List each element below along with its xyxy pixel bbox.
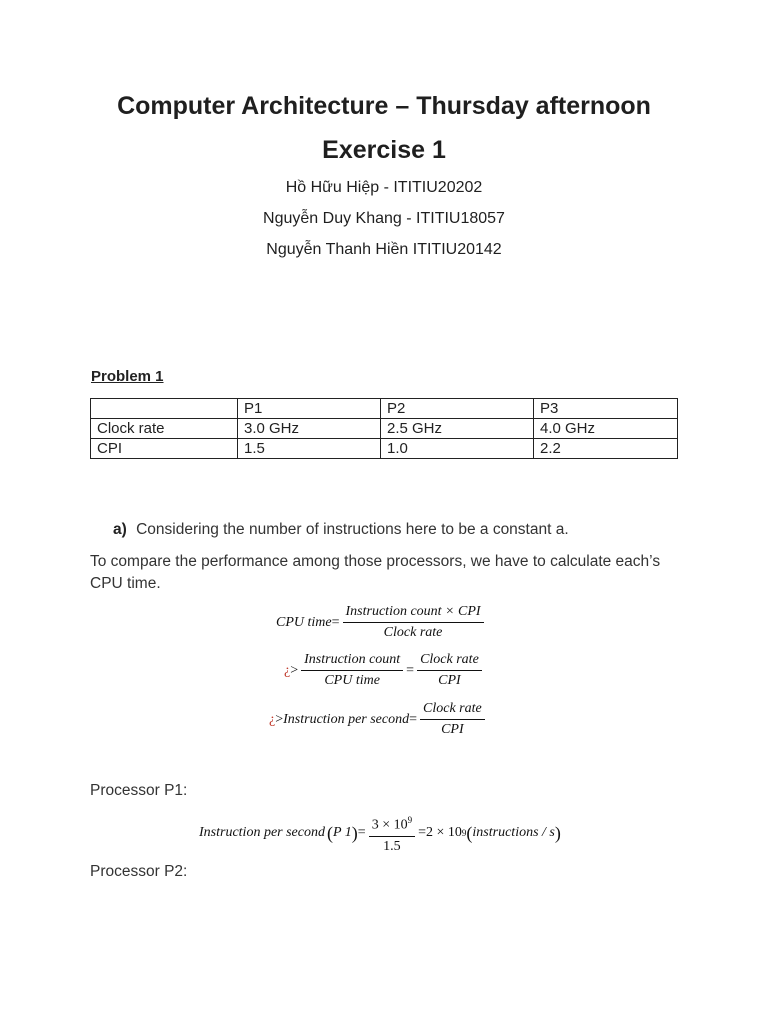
fraction [343,604,484,641]
inverted-question-glyph: ¿ [284,662,291,678]
part-a [113,519,569,541]
table-cell: P3 [534,399,678,419]
formula-1-lhs: CPU time [276,614,332,630]
formula-3-numerator: Clock rate [420,701,485,720]
part-a-label: a) [113,521,127,538]
fraction [369,812,415,855]
p1-lhs: Instruction per second [199,825,325,841]
equals-sign: = [418,825,427,841]
p1-denominator: 1.5 [383,838,401,854]
table-row [91,439,678,459]
formula-2-right-denominator: CPI [438,673,461,688]
p1-argument: P 1 [332,825,352,841]
problem-heading: Problem 1 [91,368,164,385]
fraction [301,652,403,689]
author-1: Hồ Hữu Hiệp - ITITIU20202 [285,179,483,196]
arrow-sign: > [275,711,284,727]
processor-p1-label: Processor P1: [90,782,188,799]
processor-spec-table [90,398,678,459]
table-cell: P2 [381,399,534,419]
formula-2-numerator: Instruction count [301,652,403,671]
intro-paragraph: To compare the performance among those processors, we have to calculate each’s CPU time. [90,553,661,592]
p1-unit: instructions / s [472,825,555,841]
table-row [91,419,678,439]
table-cell: P1 [238,399,381,419]
formula-cpu-time [276,604,487,641]
equals-sign: = [331,614,340,630]
p1-numerator: 3 × 10 [371,817,408,833]
p1-result: 2 × 10 [426,825,462,841]
table-header-row [91,399,678,419]
p1-numerator-exponent: 9 [407,815,413,825]
inverted-question-glyph: ¿ [269,711,276,727]
equals-sign: = [357,825,366,841]
exercise-title: Exercise 1 [322,136,446,164]
formula-1-denominator: Clock rate [383,625,443,640]
arrow-sign: > [290,662,299,678]
processor-p2-label: Processor P2: [90,863,188,880]
author-2: Nguyễn Duy Khang - ITITIU18057 [263,210,505,227]
formula-3-denominator: CPI [441,722,464,737]
formula-3-lhs: Instruction per second [283,711,410,727]
formula-2-denominator: CPU time [324,673,380,688]
table-cell: 3.0 GHz [238,419,381,439]
part-a-text: Considering the number of instructions here to be a constant a. [136,521,569,538]
equals-sign: = [406,662,415,678]
fraction [420,701,485,738]
equals-sign: = [409,711,418,727]
table-cell: CPI [91,439,238,459]
table-cell: 1.0 [381,439,534,459]
table-cell [91,399,238,419]
table-cell: 2.2 [534,439,678,459]
p1-result-exponent: 9 [461,828,467,839]
table-cell: 1.5 [238,439,381,459]
document-title: Computer Architecture – Thursday afternoon [117,92,651,120]
table-cell: 2.5 GHz [381,419,534,439]
fraction [417,652,482,689]
table-cell: Clock rate [91,419,238,439]
formula-1-numerator: Instruction count × CPI [343,604,484,623]
formula-p1: Instruction per second ( P 1 ) = $\frac{3 \times 10^9}{1.5}$ = 2 × 10 9 ( instructions / s ) [199,812,561,855]
formula-instruction-count [284,652,485,689]
table-cell: 4.0 GHz [534,419,678,439]
formula-instruction-per-second [269,701,488,738]
author-3: Nguyễn Thanh Hiền ITITIU20142 [266,241,502,258]
formula-2-right-numerator: Clock rate [417,652,482,671]
